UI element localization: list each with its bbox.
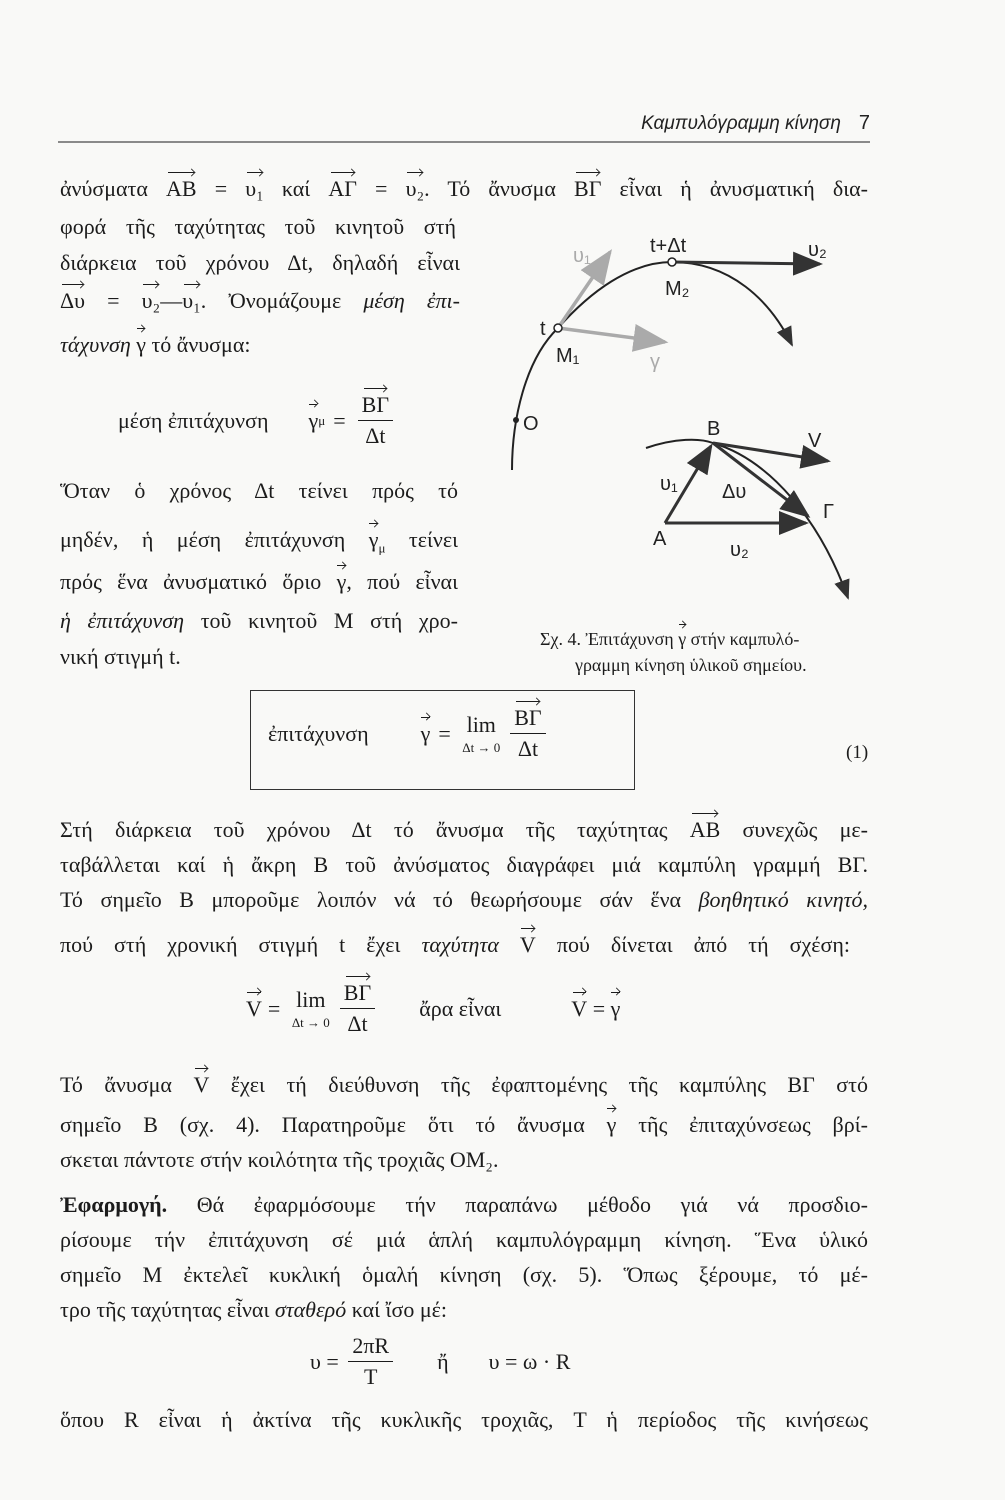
text-run: Τό σημεῖο B μποροῦμε λοιπόν νά τό θεωρήσουμε σάν ἕνα — [60, 887, 699, 912]
vector-symbol: υ₂ — [405, 176, 425, 201]
lim-subscript: Δt → 0 — [462, 739, 501, 755]
label-u2: υ₂ — [808, 239, 827, 261]
limit — [462, 712, 500, 756]
label-u2b: υ₂ — [730, 539, 749, 561]
text-run: σημεῖο M ἐκτελεῖ κυκλική ὁμαλή κίνηση (σχ. 5). Ὅπως ξέρουμε, τό μέ- — [60, 1262, 868, 1287]
mean-acceleration-formula — [118, 392, 397, 449]
text-run: εἶναι ἡ ἀνυσματική δια- — [601, 176, 868, 201]
fraction — [348, 1333, 393, 1390]
v-vector: V — [571, 995, 588, 1021]
vector-symbol: AΓ — [328, 176, 357, 201]
text-run: σκεται πάντοτε στήν κοιλότητα τῆς τροχιᾶς OM₂. — [60, 1147, 499, 1172]
vector-symbol: γ — [368, 527, 379, 552]
gamma-vector: γ — [308, 407, 319, 433]
text-run: πού δίνεται ἀπό τή σχέση: — [535, 932, 851, 957]
text-run: Θά ἐφαρμόσουμε τήν παραπάνω μέθοδο γιά νά προσδιο- — [167, 1192, 868, 1217]
text-run: τῆς ἐπιταχύνσεως βρί- — [616, 1112, 868, 1137]
bold-term: Ἐφαρμογή. — [60, 1192, 168, 1217]
numerator: 2πR — [348, 1333, 393, 1362]
text-run: ἔχει τή διεύθυνση τῆς ἐφαπτομένης τῆς καμπύλης BΓ στό — [209, 1072, 868, 1097]
vector-symbol: υ₂ — [141, 288, 161, 313]
vector-symbol: γ — [678, 629, 687, 649]
vector-symbol: V — [519, 932, 536, 957]
text-line — [60, 250, 460, 276]
point-m2 — [668, 258, 676, 266]
italic-term: τάχυνση — [60, 332, 137, 357]
vector-symbol: AB — [166, 176, 197, 201]
vector-symbol: γ — [336, 569, 347, 594]
text-line — [60, 176, 868, 202]
text-line — [60, 1192, 868, 1218]
text-run: . Τό ἄνυσμα — [424, 176, 575, 201]
vector-symbol: γ — [606, 1112, 617, 1137]
text-run: συνεχῶς με- — [720, 817, 868, 842]
label-u1: υ₁ — [573, 245, 591, 267]
fraction — [510, 705, 545, 762]
text-run: μηδέν, ἡ μέση ἐπιτάχυνση — [60, 527, 369, 552]
subscript: μ — [318, 412, 326, 428]
equals: = — [267, 995, 286, 1021]
text-line — [60, 644, 460, 670]
vector-symbol: υ₁ — [245, 176, 264, 201]
denominator: T — [363, 1364, 378, 1389]
text-run: ὅπου R εἶναι ἡ ἀκτίνα τῆς κυκλικῆς τροχιᾶς, T ἡ περίοδος τῆς κινήσεως — [60, 1407, 868, 1432]
text-run: γραμμη κίνηση ὑλικοῦ σημείου. — [575, 655, 807, 675]
text-run: τό ἄνυσμα: — [145, 332, 251, 357]
denominator: Δt — [365, 423, 386, 448]
equals: = — [438, 720, 457, 746]
speed-lhs: υ = — [310, 1348, 345, 1374]
text-line — [60, 1112, 868, 1138]
text-run — [499, 932, 520, 957]
formula-label: μέση ἐπιτάχυνση — [118, 407, 269, 433]
text-line — [60, 1227, 868, 1253]
vector-symbol: V — [193, 1072, 210, 1097]
text-run: πού στή χρονική στιγμή t ἔχει — [60, 932, 422, 957]
equals: = — [587, 995, 611, 1021]
hodograph-curve — [646, 440, 848, 598]
text-run: = — [196, 176, 246, 201]
gamma-vector: γ — [610, 995, 621, 1021]
text-line — [60, 817, 868, 843]
text-run: , πού εἶναι — [346, 569, 458, 594]
text-run: πρός ἕνα ἀνυσματικό ὅριο — [60, 569, 337, 594]
italic-term: βοηθητικό κινητό, — [698, 887, 868, 912]
text-line — [60, 569, 458, 595]
gamma-arrow — [558, 328, 665, 342]
limit — [292, 987, 330, 1031]
text-run: στήν καμπυλό- — [686, 629, 800, 649]
text-run: σημεῖο B (σχ. 4). Παρατηροῦμε ὅτι τό ἄνυσμα — [60, 1112, 607, 1137]
fraction — [340, 980, 375, 1037]
text-run: . Ὀνομάζουμε — [200, 288, 364, 313]
fraction — [358, 392, 393, 449]
text-line — [60, 288, 460, 314]
text-run: ρίσουμε τήν ἐπιτάχυνση σέ μιά ἁπλή καμπυλόγραμμη κίνηση. Ἕνα ὑλικό — [60, 1227, 868, 1252]
label-gamma: γ — [650, 351, 660, 373]
label-v: V — [808, 430, 822, 452]
du-arrow — [713, 443, 808, 516]
label-o: O — [523, 413, 539, 435]
figure-caption — [540, 628, 799, 650]
italic-term: μέση ἐπι- — [363, 288, 460, 313]
numerator: BΓ — [361, 392, 390, 417]
text-run: — — [160, 288, 183, 313]
text-run: ταβάλλεται καί ἡ ἄκρη B τοῦ ἀνύσματος διαγράφει μιά καμπύλη γραμμή BΓ. — [60, 852, 868, 877]
italic-term: ἡ ἐπιτάχυνση — [60, 608, 185, 633]
text-run: τοῦ κινητοῦ M στή χρο- — [184, 608, 458, 633]
text-line — [60, 1262, 868, 1288]
chapter-title: Καμπυλόγραμμη κίνηση — [641, 113, 841, 134]
vector-symbol: BΓ — [574, 176, 602, 201]
header-rule — [58, 141, 870, 143]
text-run: τρο τῆς ταχύτητας εἶναι — [60, 1297, 275, 1322]
text-run: = — [356, 176, 406, 201]
equals: = — [333, 407, 346, 433]
page-number: 7 — [858, 112, 870, 134]
text-line — [60, 608, 458, 634]
numerator: BΓ — [343, 980, 372, 1005]
vector-symbol: γ — [136, 332, 146, 357]
italic-term: σταθερό — [274, 1297, 347, 1322]
label-m2: M₂ — [665, 278, 690, 300]
text-line — [60, 1407, 868, 1433]
label-du: Δυ — [722, 481, 747, 503]
vector-symbol: AB — [689, 817, 721, 842]
label-t-dt: t+Δt — [650, 235, 687, 257]
text-line — [60, 332, 460, 358]
italic-term: ταχύτητα — [421, 932, 499, 957]
therefore-text: ἄρα εἶναι — [419, 995, 502, 1021]
text-run: καί — [263, 176, 329, 201]
label-a: A — [653, 528, 667, 550]
vector-symbol: υ₁ — [182, 288, 201, 313]
vector-symbol: Δυ — [60, 288, 86, 313]
text-run: = — [85, 288, 142, 313]
text-run: νική στιγμή t. — [60, 644, 181, 669]
text-line — [60, 932, 850, 958]
text-line — [60, 1072, 868, 1098]
text-run: διάρκεια τοῦ χρόνου Δt, δηλαδή εἶναι — [60, 250, 460, 275]
figure-caption — [575, 654, 807, 676]
text-line — [60, 478, 458, 504]
text-run: Τό ἄνυσμα — [60, 1072, 194, 1097]
text-run: ἀνύσματα — [60, 176, 167, 201]
auxiliary-velocity-formula — [246, 980, 620, 1037]
denominator: Δt — [517, 736, 539, 761]
text-line — [60, 527, 458, 561]
label-gamma-point: Γ — [823, 501, 835, 523]
running-header — [641, 112, 870, 135]
text-line — [60, 852, 868, 878]
text-run: φορά τῆς ταχύτητας τοῦ κινητοῦ στή — [60, 214, 456, 239]
figure-4-diagram — [505, 225, 875, 615]
formula-label: ἐπιτάχυνση — [268, 720, 369, 746]
lim-subscript: Δt → 0 — [291, 1014, 330, 1030]
numerator: BΓ — [514, 705, 542, 730]
u2-arrow — [672, 262, 820, 264]
label-u1b: υ₁ — [660, 473, 678, 495]
v-vector: V — [246, 995, 262, 1021]
gamma-vector: γ — [420, 720, 431, 746]
text-run: τείνει — [385, 527, 459, 552]
equation-number: (1) — [846, 742, 869, 763]
denominator: Δt — [347, 1011, 368, 1036]
text-line — [60, 1147, 868, 1173]
or-text: ἤ — [437, 1348, 449, 1374]
speed-formula — [310, 1333, 570, 1390]
acceleration-formula — [268, 705, 550, 762]
text-run: καί ἴσο μέ: — [346, 1297, 447, 1322]
speed-rhs: υ = ω · R — [488, 1348, 571, 1374]
text-line — [60, 887, 868, 913]
lim-text: lim — [296, 986, 326, 1012]
text-run: Στή διάρκεια τοῦ χρόνου Δt τό ἄνυσμα τῆς ταχύτητας — [60, 817, 690, 842]
text-run: Σχ. 4. Ἐπιτάχυνση — [540, 629, 679, 649]
point-o — [513, 417, 519, 423]
label-m1: M₁ — [556, 345, 580, 367]
text-run: Ὅταν ὁ χρόνος Δt τείνει πρός τό — [60, 478, 458, 503]
text-line — [60, 214, 456, 240]
subscript: μ — [378, 540, 386, 556]
label-b: B — [707, 418, 721, 440]
label-t: t — [540, 318, 546, 340]
text-line — [60, 1297, 868, 1323]
lim-text: lim — [466, 711, 496, 737]
point-m1 — [554, 324, 562, 332]
